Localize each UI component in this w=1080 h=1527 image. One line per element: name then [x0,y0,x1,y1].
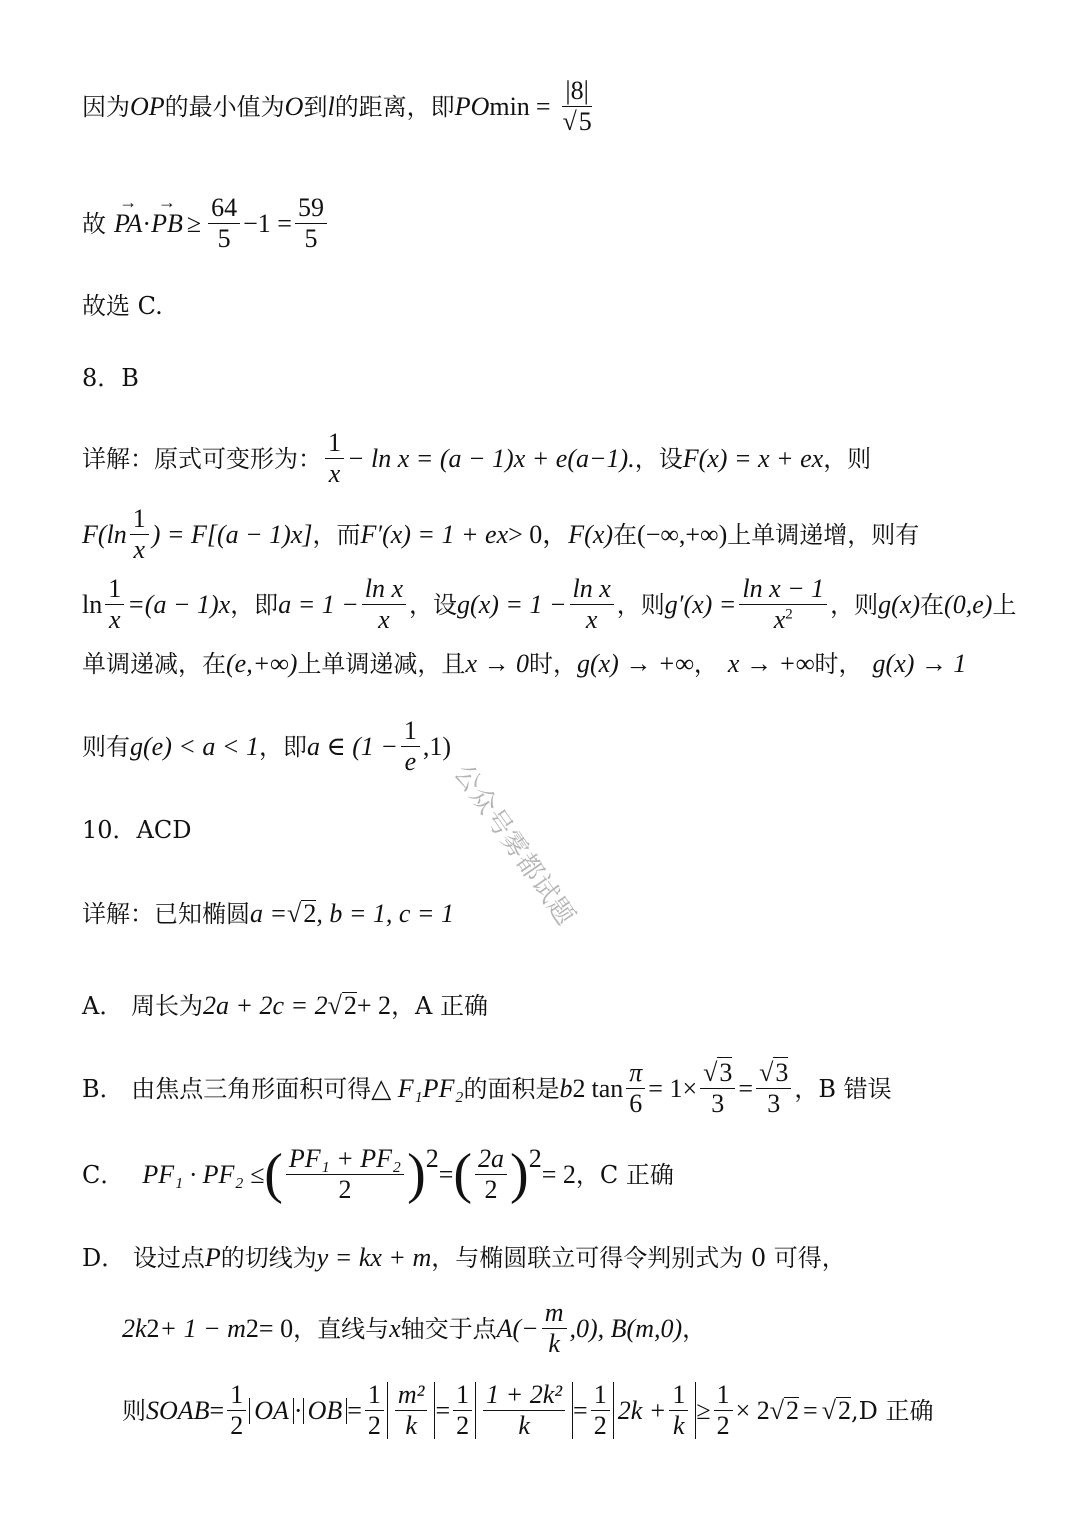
math: tan [591,1073,624,1103]
denominator: x [108,605,121,634]
text: 单调递减，在 [82,650,226,678]
text: D． 设过点 [82,1244,205,1272]
text: 时， [814,650,863,678]
text: ，而 [312,520,361,549]
line-answer-c [82,294,163,318]
math: g(x) → 1 [872,649,967,678]
text: 在 [920,590,945,619]
denominator: 3 [711,1089,725,1118]
numerator: ln x [570,576,614,605]
line-q10d-discriminant [122,1300,706,1357]
ge: ≥ [186,208,202,238]
numerator: 2a [475,1146,507,1175]
line-q8-conclusion [82,718,451,775]
math: △ F₁PF₂ [371,1073,464,1103]
numerator: 1 [401,718,420,747]
numerator: 1 [325,430,344,459]
text: 因为 [82,92,130,121]
superscript: x [811,443,824,473]
denominator: 3 [767,1089,781,1118]
subscript: OAB [159,1395,210,1425]
text: ，则 [823,444,872,473]
radicand: 2 [343,991,357,1020]
math: (−∞,+∞) [637,519,728,549]
numerator: |8| [562,78,591,107]
abs-oa: OA [249,1398,294,1424]
option-a: A． 周长为 2a + 2c = 2 √ 2 + 2 ，A 正确 [82,990,489,1020]
denominator: x [378,605,390,634]
denominator: 2 [456,1411,470,1440]
denominator: 2 [367,1411,381,1440]
line-dot-product [82,195,330,252]
fraction [208,195,240,252]
math: = [438,1159,454,1189]
radicand: 3 [719,1058,733,1087]
math: a ∈ (1 − [306,731,398,761]
question-10-header [82,818,191,842]
denominator: x [133,535,146,564]
text: 故 [82,209,106,238]
denominator: x [585,605,598,634]
numerator: 1 [105,576,124,605]
math: S [146,1395,159,1425]
vector: → PA [114,211,142,237]
text: ，则 [830,590,879,619]
text: C． [82,1160,125,1189]
math: g′(x) = [664,589,737,619]
fraction [714,1382,733,1439]
numerator: π [626,1060,645,1089]
radicand: 2 [303,899,317,928]
numerator: 1 [227,1382,246,1411]
math: = [209,1395,225,1425]
text: ,D 正确 [851,1396,934,1425]
superscript: 2 [528,1144,542,1173]
equals: = [347,1395,362,1425]
math: F(x) [568,519,614,549]
text: 8．B [82,364,139,392]
numerator: 1 [669,1382,688,1411]
math: 2k + [617,1395,667,1425]
abs-group [387,1382,436,1439]
text: ，设 [634,444,683,473]
math: ,1) [422,731,452,761]
text: 的面积是 [463,1074,560,1103]
numerator: ln x − 1 [739,576,827,605]
superscript: 2 [785,606,793,623]
text: 轴交于点 [400,1314,497,1343]
numerator: m [542,1300,567,1329]
math: x → +∞ [727,649,815,678]
numerator: 1 [130,506,149,535]
fraction: $\frac{√3}{3}$ [700,1060,735,1117]
numerator: PF₁ + PF₂ [286,1146,404,1175]
abs-ob: OB [303,1398,348,1424]
math: (0,e) [944,589,993,619]
math: ) = F[(a − 1)x] [151,519,313,549]
option-c: C． PF₁ · PF₂ ≤ ( $\frac{\text{PF₁ + PF₂}}{2}$ ) 2 = ( $\frac{2a}{2}$ ) 2 = 2 ，C 正确 [82,1143,674,1206]
equals: = [435,1395,451,1425]
text: ，直线与 [293,1314,390,1343]
fraction: $\frac{√3}{3}$ [756,1060,791,1117]
numerator: 1 [365,1382,384,1411]
math: −1 = [243,208,292,238]
numerator: 1 [591,1382,610,1411]
numerator: 1 + 2k² [483,1382,565,1411]
text: ，C 正确 [575,1160,674,1189]
fraction [669,1382,688,1439]
ge: ≥ [696,1395,711,1425]
math: F(x) = x + e [682,443,812,473]
math: = 0 [258,1313,294,1343]
math: 2a + 2c = 2 [202,990,328,1020]
superscript: (a−1). [567,443,635,473]
numerator: 64 [208,195,240,224]
base: x [773,605,786,634]
option-b [82,1060,892,1117]
text: 上单调递增，则有 [727,520,920,549]
text: 则 [122,1396,146,1425]
abs-group [475,1382,573,1439]
denominator: x [328,459,341,488]
math: g(x) → +∞ [576,649,694,678]
fraction [401,718,420,775]
text: 的距离，即 [334,92,455,121]
math: , b = 1, c = 1 [316,898,454,928]
fraction [739,576,827,633]
text: 的最小值为 [164,92,285,121]
fraction [591,1382,610,1439]
numerator: ln x [362,576,406,605]
denominator: 5 [304,224,318,253]
text: ，B 错误 [794,1074,892,1103]
equals: = [573,1395,588,1425]
math: y = kx + m [316,1243,432,1272]
text: 则有 [82,732,130,761]
superscript: 2 [146,1313,160,1343]
text: B． 由焦点三角形面积可得 [82,1074,372,1103]
math: a = [250,898,288,928]
text: ， [693,650,718,678]
denominator: 2 [230,1411,244,1440]
math: F(ln [82,519,127,549]
fraction [130,506,149,563]
numerator: 1 [714,1382,733,1411]
denominator: 5 [217,224,231,253]
fraction [227,1382,246,1439]
text: 10．ACD [82,816,192,844]
math: PO [454,91,490,121]
text: ，即 [258,732,307,761]
math: x [389,1313,401,1343]
fraction [362,576,406,633]
fraction [570,576,614,633]
superscript: 2 [425,1144,439,1173]
denominator: 2 [338,1175,352,1204]
math: g(x) [878,589,921,619]
math: 2k [122,1313,147,1343]
text: 时， [528,650,577,678]
denominator: k [405,1411,417,1440]
math: PF₁ · PF₂ ≤ [142,1159,265,1189]
math: b [559,1073,573,1103]
option-d [82,1245,846,1271]
line-op-min [82,78,598,135]
fraction [453,1382,472,1439]
math: x → 0 [465,649,529,678]
math: A(− [496,1313,539,1343]
radicand: 2 [838,1396,851,1425]
text: ，设 [409,590,458,619]
subscript: min [489,91,530,121]
fraction [395,1382,428,1439]
line-q8-monotonic [82,506,919,563]
line-q8-g-function [82,576,1016,633]
denominator: 2 [716,1411,730,1440]
superscript: x [496,519,509,549]
line-q10-ellipse: 详解：已知椭圆 a = √ 2 , b = 1, c = 1 [82,898,454,928]
numerator: 1 [453,1382,472,1411]
text: ， [682,1314,707,1343]
denominator [771,605,796,633]
math: g(e) < a < 1 [130,731,259,761]
equals: = [535,91,551,121]
math: ln [82,589,103,619]
fraction [475,1146,507,1203]
fraction [325,430,344,487]
math: + 2 [356,990,392,1020]
text: A． 周长为 [82,991,203,1020]
denominator: 6 [629,1089,643,1118]
math: P [204,1243,221,1272]
math: = 1× [648,1073,698,1103]
denominator: k [518,1411,530,1440]
math: = [738,1073,754,1103]
vector: → PB [151,211,183,237]
radicand: 5 [578,107,592,136]
fraction [626,1060,645,1117]
math: × 2 [735,1395,770,1425]
math: a = 1 − [278,589,359,619]
fraction [365,1382,384,1439]
fraction [286,1146,404,1203]
line-q8-transform [82,430,871,487]
text: 到 [303,92,328,121]
denominator: √5 [562,107,592,136]
radicand: 2 [786,1396,800,1425]
math: > 0， [508,519,569,549]
denominator: k [548,1329,560,1358]
fraction [295,195,327,252]
math: − ln x = (a − 1)x + e [347,443,568,473]
denominator: 2 [593,1411,607,1440]
math: = 2 [541,1159,576,1189]
fraction [542,1300,567,1357]
watermark: 公众号雾都试题 [447,759,581,932]
radicand: 3 [775,1058,789,1087]
text: ，A 正确 [391,991,489,1020]
denominator: k [673,1411,685,1440]
math: g(x) = 1 − [457,589,567,619]
denominator: 2 [484,1175,498,1204]
text: 上 [992,590,1017,619]
numerator: m² [395,1382,428,1411]
text: 上单调递减，且 [297,650,466,678]
fraction [559,78,594,135]
text: ，即 [230,590,279,619]
text: ，则 [616,590,665,619]
math: O [284,91,304,121]
denominator: e [404,747,417,776]
math: OP [130,91,165,121]
dot: · [293,1395,303,1425]
text: 故选 C. [82,292,163,320]
superscript: 2 [245,1313,259,1343]
line-q8-limits [82,651,966,677]
math: + 1 − m [159,1313,246,1343]
dot: · [142,208,152,238]
math: (e,+∞) [226,649,298,678]
equals: = [803,1395,818,1425]
text: 详解：原式可变形为： [82,444,322,473]
line-q10d-area: 则 S OAB = $\frac{1}{2}$ OA · OB = $\frac{1}{2}$ $\frac{\text{m²}}{k}$ = $\frac{1}{2}$ $\frac{\text{1 + 2k²}}{k}$ = $\frac{1}{2}$ 2k + $\frac{1}{k}$ ≥ $\frac{1}{2}$ × 2 √ 2 = √ 2 ,D 正确 [122,1380,934,1440]
math: F′(x) = 1 + e [360,519,497,549]
fraction [105,576,124,633]
math: =(a − 1)x [127,589,231,619]
fraction [483,1382,565,1439]
abs-group [613,1382,697,1439]
text: 的切线为 [220,1244,317,1272]
question-8-header [82,366,139,390]
numerator: 59 [295,195,327,224]
math: ,0), B(m,0) [569,1313,683,1343]
text: 在 [613,520,638,549]
superscript: 2 [572,1073,586,1103]
text: ，与椭圆联立可得令判别式为 0 可得， [431,1244,846,1272]
text: 详解：已知椭圆 [82,899,250,928]
math: l [327,91,335,121]
